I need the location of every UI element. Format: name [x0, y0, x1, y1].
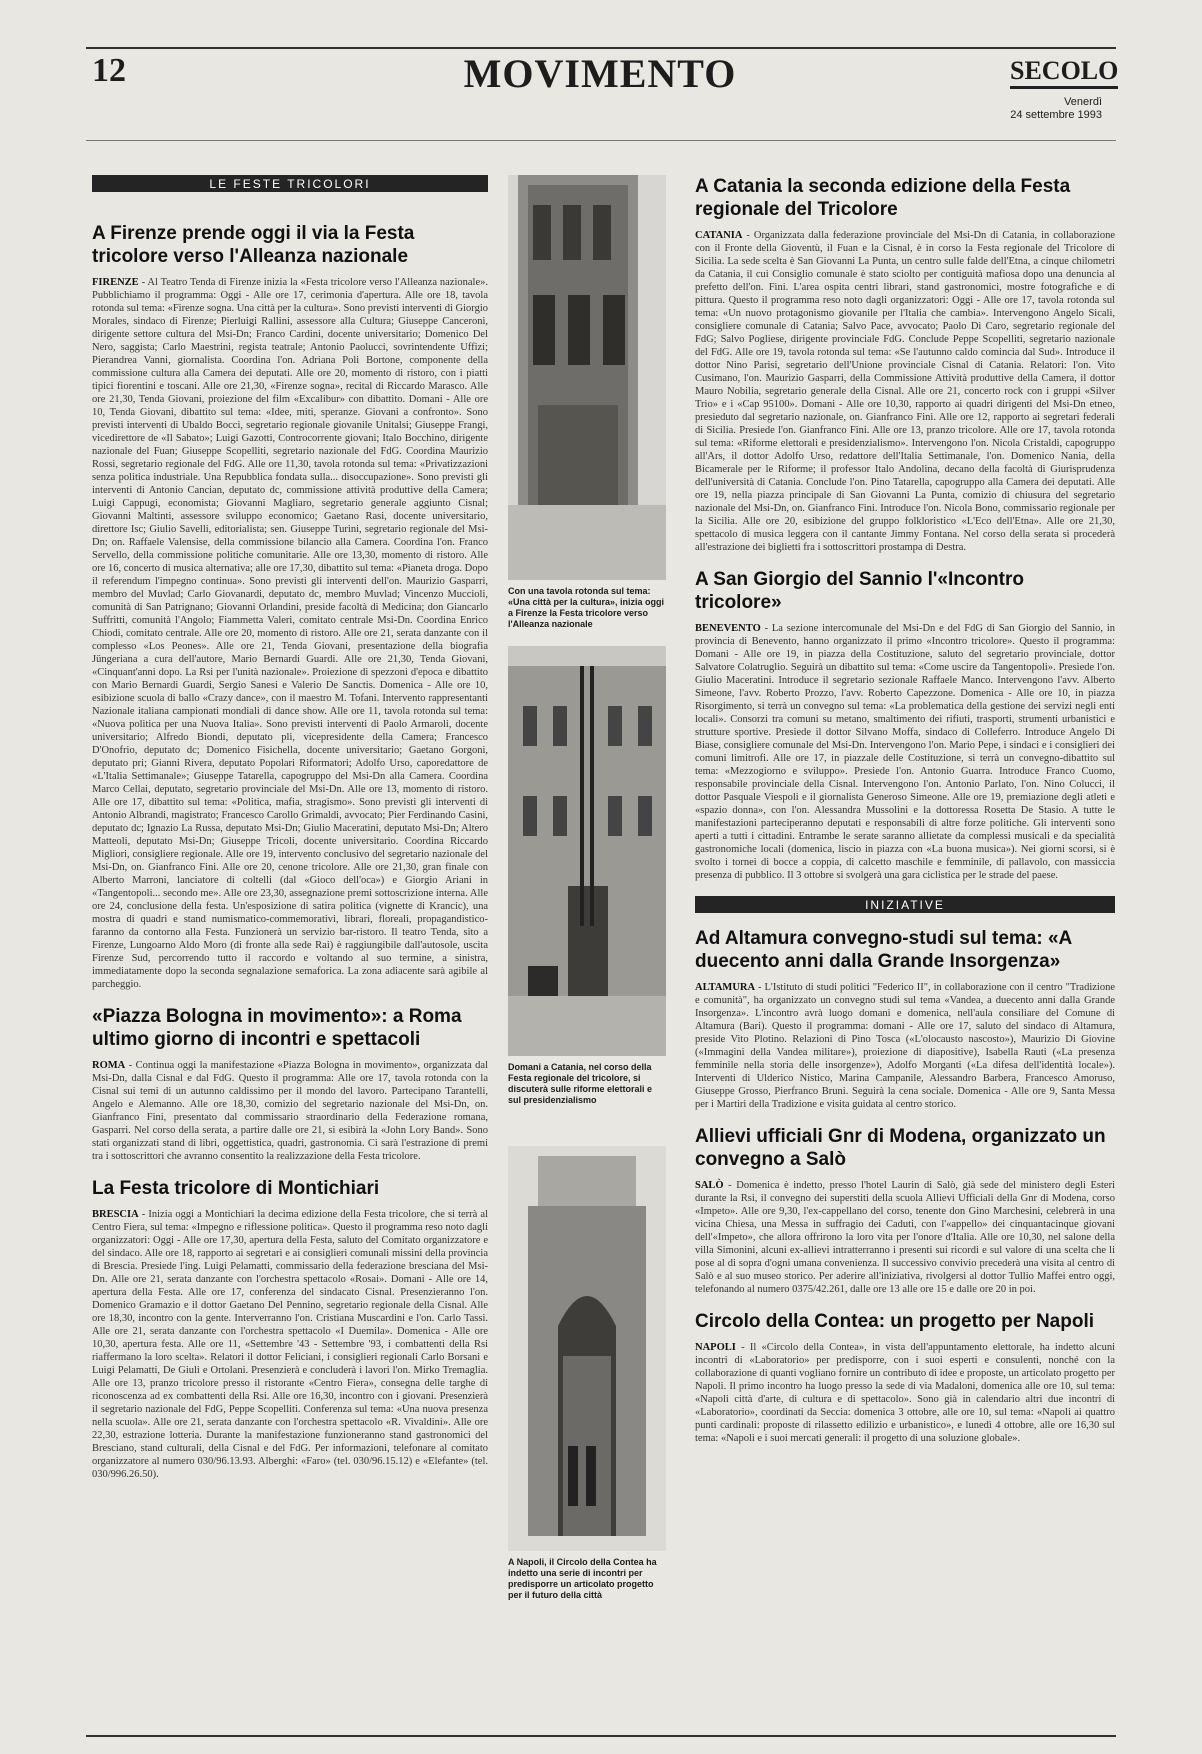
headline-firenze: A Firenze prende oggi il via la Festa tricolore verso l'Alleanza nazionale [92, 223, 415, 267]
dateline-firenze: FIRENZE [92, 277, 139, 288]
text-catania: - Organizzata dalla federazione provinciale del Msi-Dn di Catania, in collaborazione con il Fronte della Gioventù, il Fuan e la Cisnal, è in corso la Festa regionale del Tricolore di Sicilia. La sede scelta è San Giovanni La Punta, un centro sulle falde dell'Etna, a cinque chilometri da Catania, il cui Consiglio comunale è stato sciolto per contiguità mafiosa dopo una denuncia al prefetto dell'on. Fini. L'area ospita centri librari, stand gastronomici, mostre fotografiche e di pittura. Questo il programma reso noto dagli organizzatori: Oggi - Alle ore 17, tavola rotonda sul tema: «Un nuovo protagonismo giovanile per l'Italia che cambia». Intervengono Angelo Sicali, consigliere comunale di Catania; Salvo Pace, avvocato; Paolo Di Caro, segretario regionale del FdG; Salvo Pogliese, dirigente provinciale FdG. Conclude Peppe Scopelliti, segretario nazionale del FdG. Alle ore 19, tavola rotonda sul tema: «Se l'autunno caldo comincia dal Sud». Introduce il dottor Nino Parisi, segretario dell'Unione provinciale Cisnal di Catania. Relatori: l'on. Vito Cusimano, l'on. Maurizio Gasparri, della Commissione Attività produttive della Camera, il dottor Mauro Nobilia, segretario generale della Cisnal. Alle ore 21, concerto rock con i gruppi «Silver Trio» e i «Cap 95100». Domani - Alle ore 10,30, rapporto ai quadri dirigenti del Msi-Dn etneo, presieduto dal segretario nazionale, on. Gianfranco Fini. Alle ore 12, rapporto ai segretari federali di Sicilia. Presiede l'on. Gianfranco Fini. Alle ore 13, pranzo tricolore. Alle ore 17, tavola rotonda sul tema: «Riforme elettorali e presidenzialismo». Intervengono l'on. Nicola Cristaldi, capogruppo all'Ars, il dottor Adolfo Urso, redattore dell'Italia Settimanale, l'on. Domenico Nania, della Bicamerale per le Riforme; il professor Italo Andolina, decano della facoltà di Giurisprudenza dell'università di Catania. Conclude l'on. Pino Tatarella, capogruppo alla Camera dei deputati. Alle ore 19, nella piazza principale di San Giovanni La Punta, comizio di chiusura del segretario nazionale del Msi-Dn, on. Gianfranco Fini. Introduce l'on. Nicola Bono, commissario regionale per la Sicilia. Alle ore 20, esibizione del gruppo folkloristico «L'Eco dell'Etna». Alle ore 21,30, spettacolo di musica leggera con il cantante Jimmy Fontana. Nel corso della serata si procederà all'estrazione dei biglietti fra i sottoscrittori prostampa di Destra. [695, 230, 1115, 553]
dateline-catania: CATANIA [695, 230, 743, 241]
article-body-montichiari [92, 1208, 488, 1481]
top-rule [86, 47, 1116, 49]
bottom-rule [86, 1735, 1116, 1737]
issue-full-date: 24 settembre 1993 [1010, 109, 1102, 121]
text-altamura: - L'Istituto di studi politici "Federico II", in collaborazione con il centro "Tradizione e comunità", ha organizzato un convegno studi sul tema «Vandea, a duecento anni dalla Grande Insorgenza». L'incontro avrà luogo domani e domenica, nell'aula consiliare del Comune di Altamura (Bari). Questo il programma: domani - Alle ore 17, saluto del sindaco di Altamura, preside Vito Plotino. Relazioni di Pino Tosca («L'olocausto nascosto»), Maurizio Di Giovine («Immagini della Vandea militare»), proiezione di diapositive), Isabella Rauti («La presenza femminile nella storia delle insorgenze»), Adolfo Morganti («La difesa dell'identità locale»). Interventi di Ulderico Nistico, Marina Campanile, Alessandro Barbera, Francesco Amoruso, Giuseppe Grosso, Pierfranco Bruni. Seguirà la cena sociale. Domenica - Alle ore 9, Santa Messa per i Martiri della Tradizione e visita guidata al centro storico. [695, 982, 1115, 1110]
headline-roma: «Piazza Bologna in movimento»: a Roma ultimo giorno di incontri e spettacoli [92, 1006, 462, 1050]
section-band-feste: LE FESTE TRICOLORI [92, 175, 488, 192]
article-roma [92, 1005, 488, 1163]
article-body-firenze [92, 276, 488, 991]
text-salo: - Domenica è indetto, presso l'hotel Laurin di Salò, già sede del ministero degli Esteri durante la Rsi, il convegno dei superstiti della scuola Allievi Ufficiali della Gnr di Modena, corso «Impeto». Alle ore 9,30, l'ex-cappellano del corso, tenente don Gino Marchesini, celebrerà in una vicina Chiesa, una Messa in suffragio dei Caduti, con l'«appello» dei cinquantacinque giovani dell'«Impeto», che allora offrirono la loro vita per l'onore d'Italia. Alle ore 10,30, nel salone della villa Simonini, alcuni ex-allievi intratterranno i presenti sui ricordi e sul valore di una scelta che li pose al di sopra d'ogni umana convenienza. Il successivo convivio precederà una visita al centro di Salò e al suo museo storico. Per aderire all'iniziativa, rivolgersi al dottor Tullio Maffei entro oggi, telefonando al numero 0375/42.261, dalle ore 13 alle ore 15 e dalle ore 20 in poi. [695, 1180, 1115, 1295]
text-montichiari: - Inizia oggi a Montichiari la decima edizione della Festa tricolore, che si terrà al Centro Fiera, sul tema: «Impegno e riflessione politica». Questo il programma reso noto dagli organizzatori: Oggi - Alle ore 17,30, apertura della Festa, saluto del Comitato organizzatore e del sindaco. Alle ore 18, rapporto ai segretari e ai consiglieri comunali missini della provincia di Brescia. Presiede l'ing. Luigi Pelamatti, commissario della federazione bresciana del Msi-Dn. Alle ore 21, serata danzante con l'orchestra spettacolo «Rosai». Domani - Alle ore 14, apertura della Festa. Alle ore 17, conferenza del sindacato Cisnal. Presenzieranno l'on. Domenico Gramazio e il dottor Gaetano Del Pennino, segretario regionale della Cisnal. Alle ore 18,30, incontro con la gente. Interverranno l'on. Cristiana Muscardini e l'on. Carlo Tassi. Alle ore 21, serata danzante con l'orchestra spettacolo «I Duemila». Domenica - Alle ore 10,30, apertura festa. Alle ore 11, «Settembre '43 - Settembre '93, i combattenti della Rsi riaffermano la loro scelta». Relatori il dottor Feliciani, i consiglieri regionali Carlo Borsani e Luigi Pelamatti, De Giuli e Ortolani. Presenzierà e concluderà i lavori l'on. Mirko Tremaglia. Alle ore 13, pranzo tricolore presso il ristorante «Centro Fiera», consegna delle targhe di riconoscenza ad ex combattenti della Rsi. Alle ore 16,30, incontro con i giovani. Presenzierà il segretario nazionale del FdG, Peppe Scopelliti. Conferenza sul tema: «Una nuova presenza nella scuola». Alle ore 21, serata danzante con l'orchestra spettacolo «R. Vivaldini». Alle ore 22,30, estrazione lotteria. Durante la manifestazione funzioneranno stand gastronomici del Bresciano, stand culturali, della Cisnal e del FdG. Per informazioni, telefonare al comitato organizzatore al numero 030/96.13.93. Alberghi: «Faro» (tel. 030/96.15.12) e «Elefante» (tel. 030/996.26.50). [92, 1209, 488, 1480]
dateline-altamura: ALTAMURA [695, 982, 756, 993]
left-column [92, 175, 488, 1730]
article-body-salo [695, 1179, 1115, 1296]
photo-catania-palace [508, 646, 666, 1056]
headline-catania: A Catania la seconda edizione della Festa regionale del Tricolore [695, 176, 1071, 220]
header-rule [86, 140, 1116, 141]
dateline-napoli: NAPOLI [695, 1342, 736, 1353]
article-body-roma [92, 1059, 488, 1163]
article-body-catania [695, 229, 1115, 554]
article-salo [695, 1125, 1115, 1296]
dateline-san-giorgio: BENEVENTO [695, 623, 761, 634]
section-title: MOVIMENTO [463, 51, 737, 96]
article-firenze [92, 222, 488, 991]
headline-san-giorgio: A San Giorgio del Sannio l'«Incontro tricolore» [695, 569, 1024, 613]
photo-column [508, 175, 666, 1730]
section-band-iniziative: INIZIATIVE [695, 896, 1115, 913]
article-napoli [695, 1310, 1115, 1445]
right-column [695, 175, 1115, 1730]
article-altamura [695, 927, 1115, 1111]
photo-florence-building [508, 175, 666, 580]
article-body-altamura [695, 981, 1115, 1111]
headline-montichiari: La Festa tricolore di Montichiari [92, 1178, 380, 1199]
text-san-giorgio: - La sezione intercomunale del Msi-Dn e del FdG di San Giorgio del Sannio, in provincia di Benevento, hanno organizzato il primo «Incontro tricolore». Questo il programma: Domani - Alle ore 19, in piazza della Costituzione, saluto del segretario provinciale, dottor Salvatore Colatruglio. Seguirà un dibattito sul tema: «Come uscire da Tangentopoli». Presiede l'on. Giulio Maceratini. Introduce il segretario sezionale Raffaele Manco. Intervengono l'avv. Alberto Simeone, l'avv. Roberto Prozzo, l'avv. Roberto Capezzone. Domenica - Alle ore 10, in piazza Risorgimento, si terrà un convegno sul tema: «La problematica della gestione dei servizi negli enti locali». Consorzi tra comuni su metano, smaltimento dei rifiuti, trasporti, strumenti urbanistici e strutture sportive. Presiede il dottor Silvano Moffa, sindaco di Colleferro. Introduce Angelo Di Biase, consigliere comunale del Msi-Dn. Intervengono l'on. Mario Pepe, i sindaci e i consiglieri dei comuni limitrofi. Alle ore 17, in piazzale delle Costituzione, si terrà un convegno-dibattito sul tema: «Mezzogiorno e sviluppo». Presiede l'on. Antonio Guarra. Introduce Franco Cuomo, responsabile provinciale della Cisnal. Intervengono l'on. Antonio Parlato, l'on. Nino Colucci, il dottor Pasquale Viespoli e il giornalista Generoso Simeone. Alle ore 19, premiazione degli atleti e «spazio donna», con l'on. Alessandra Mussolini e la dottoressa Rosetta De Stasio. A tutte le manifestazioni parteciperanno deputati e responsabili di altre forze politiche. Gli interventi sono aperti a tutti i cittadini. Entrambe le serate saranno allietate da complessi musicali e da specialità gastronomiche locali (domenica, liscio in piazza con «La buona musica»). Nei giorni scorsi, si è svolto i tornei di bocce a coppia, di calcetto maschile e femminile, di pallavolo, con massiccia presenza di pubblico. Il 3 ottobre si svolgerà una gara ciclistica per le strade del paese. [695, 623, 1115, 881]
issue-date [1010, 96, 1102, 122]
page-number: 12 [92, 52, 126, 89]
article-montichiari [92, 1177, 488, 1481]
text-napoli: - Il «Circolo della Contea», in vista dell'appuntamento elettorale, ha indetto alcuni incontri di «Laboratorio» per predisporre, con i suoi esperti e consulenti, nonché con la collaborazione di quanti vogliano fornire un contributo di idee e proposte, un articolato progetto per Napoli. Il primo incontro ha luogo presso la sede di via Madaloni, domenica alle ore 10, sul tema: «Napoli città d'arte, di cultura e di spettacolo». Sono già in calendario altri due incontri di «Laboratorio», coordinati da Seccia: domenica 3 ottobre, alle ore 10, sul tema: «Napoli ai quattro punti cardinali: proposte di rilassetto edilizio e urbanistico», e lunedì 4 ottobre, alle ore 16,30 sul tema: «Napoli e i suoi mercati generali: il progetto di una soluzione globale». [695, 1342, 1115, 1444]
headline-altamura: Ad Altamura convegno-studi sul tema: «A duecento anni dalla Grande Insorgenza» [695, 928, 1072, 972]
article-body-napoli [695, 1341, 1115, 1445]
headline-napoli: Circolo della Contea: un progetto per Napoli [695, 1311, 1095, 1332]
issue-weekday: Venerdì [1064, 96, 1102, 108]
photo-napoli-gate [508, 1146, 666, 1551]
caption-catania: Domani a Catania, nel corso della Festa regionale del tricolore, si discuterà sulle riforme elettorali e sul presidenzialismo [508, 1062, 653, 1105]
text-firenze: - Al Teatro Tenda di Firenze inizia la «Festa tricolore verso l'Alleanza nazionale». Pubblichiamo il programma: Oggi - Alle ore 17, cerimonia d'apertura. Alle ore 18, tavola rotonda sul tema: «Firenze sogna. Una città per la cultura». Sono previsti interventi di Giorgio Morales, sindaco di Firenze; Pierluigi Rallini, assessore alla Cultura; Giuseppe Canceroni, dirigente settore cultura del Msi-Dn; Franco Cardini, docente universitario; Domenico Del Nero, saggista; Carlo Maestrini, regista teatrale; Antonio Paolucci, sovrintendente Uffizi; Pierandrea Vanni, giornalista. Coordina l'on. Adriana Poli Bortone, componente della commissione cultura alla Camera dei deputati. Alle ore 20, momento di ristoro, con i piatti tipici fiorentini e toscani. Alle ore 21,30, «Firenze sogna», recital di Riccardo Marasco. Alle ore 21,30, Tenda Giovani, proiezione del film «Excalibur» con dibattito. Domani - Alle ore 10, Tenda Giovani, dibattito sul tema: «Idee, miti, speranze. Giovani a confronto». Sono previsti interventi di Ubaldo Bocci, segretario regionale giovanile Unitalsi; Giuseppe Frangi, vicedirettore de «Il Sabato»; Luigi Gazotti, Controcorrente giovani; Italo Bocchino, dirigente nazionale del Fuan; Giuseppe Scopelliti, segretario nazionale del FdG. Coordina Maurizio Rossi, segretario regionale del FdG. Alle ore 11,30, tavola rotonda sul tema: «Privatizzazioni senza politica industriale. Una Repubblica fondata sulla... disoccupazione». Sono previsti gli interventi di Antonio Cancian, deputato dc, commissione attività produttive della Camera; Luigi Cappugi, economista; Giovanni Magliaro, segretario generale aggiunto Cisnal; Giovanni Maltinti, assessore sviluppo economico; Gaetano Rasi, docente universitario, direttore Isc; Giulio Savelli, editorialista; sen. Giuseppe Turini, segretario regionale del Msi-Dn; on. Raffaele Valensise, della commissione bilancio alla Camera. Coordina l'on. Franco Servello, della commissione politiche comunitarie. Alle ore 13,30, momento di ristoro. Alle ore 16, concerto di musica alternativa; alle ore 17,30, dibattito sul tema: «Pianeta droga. Dopo il referendum l'impegno continua». Sono previsti gli interventi dell'on. Maurizio Gasparri, membro del Muvlad; Carlo Giovanardi, deputato dc, membro Muvlad; Vincenzo Muccioli, comunità di San Patrignano; Giovanni Orlandini, preside facoltà di Medicina; don Giancarlo Suffritti, comunità l'Angolo; Fiammetta Valeri, comitato centrale Msi-Dn. Coordina Enrico Chiodi, comitato centrale. Alle ore 20, momento di ristoro. Alle ore 21, serata danzante con il complesso «Los Peones». Alle ore 21, Tenda Giovani, presentazione della biografia Jüngeriana a cura dell'autore, Mario Bernardi Guardi. Alle ore 21,30, Tenda Giovani, «Cinquant'anni dopo. La Rsi per l'unità nazionale». Proiezione di spezzoni d'epoca e dibattito con Mario Bernardi Guardi, Sergio Sanesi e Valerio De Sanctis. Domenica - Alle ore 10, esibizione scuola di ballo «Crazy dance», con il maestro M. Tofani. Intervento rappresentanti Nazionale italiana campionati mondiali di dance show. Alle ore 11, tavola rotonda sul tema: «Nuova politica per una Nuova Italia». Sono previsti interventi di Paolo Armaroli, docente universitario; Alfredo Biondi, deputato pli, vicepresidente della Camera; Francesco D'Onofrio, deputato dc; Domenico Fisichella, docente universitario; Gaetano Gorgoni, deputato pri; Gianni Rivera, deputato Popolari Riformatori; Adolfo Urso, caporedattore de «L'Italia Settimanale»; Giuseppe Tatarella, capogruppo del Msi-Dn alla Camera. Coordina Marco Cellai, deputato, segretario provinciale del Msi-Dn. Alle ore 13, momento di ristoro. Alle ore 17, dibattito sul tema: «Politica, mafia, stragismo». Sono previsti gli interventi di Antonio Albrandi, magistrato; Francesco Carollo Grimaldi, avvocato; Pier Ferdinando Casini, deputato dc; Ignazio La Russa, deputato Msi-Dn; Giulio Maceratini, deputato Msi-Dn; Altero Matteoli, deputato Msi-Dn; Giuseppe Tricoli, docente universitario. Coordina Riccardo Migliori, consigliere regionale. Alle ore 19, intervento conclusivo del segretario nazionale del Msi-Dn, on. Gianfranco Fini. Alle ore 20, cenone tricolore. Alle ore 21,30, gran finale con Alberto Marroni, lanciatore di coltelli (dal «Gioco dell'oca») e Giorgio Ariani in «Tangentopoli... secondo me». Alle ore 23,30, assegnazione premi sottoscrizione interna. Alle ore 24, conclusione della festa. Un'esposizione di satira politica (vignette di Krancic), una mostra di quadri e stand numismatico-commemorativi, librari, floreali, propagandistico-faranno da contorno alla Festa. Funzionerà un servizio bar-ristoro. Il teatro Tenda, sito a Firenze, Lungoarno Aldo Moro (di fronte alla sede Rai) è raggiungibile dall'autosole, uscita Firenze Sud, percorrendo tutto il raccordo e voltando al suo termine, a sinistra, immediatamente dopo la seconda segnalazione semaforica. La zona adiacente sarà agibile al parcheggio. [92, 277, 488, 990]
caption-firenze: Con una tavola rotonda sul tema: «Una città per la cultura», inizia oggi a Firenze la Festa tricolore verso l'Alleanza nazionale [508, 586, 665, 629]
newspaper-logo: SECOLO [1010, 58, 1118, 89]
headline-salo: Allievi ufficiali Gnr di Modena, organizzato un convegno a Salò [695, 1126, 1106, 1170]
caption-napoli: A Napoli, il Circolo della Contea ha indetto una serie di incontri per predisporre un articolato progetto per il futuro della città [508, 1557, 657, 1600]
dateline-salo: SALÒ [695, 1180, 724, 1191]
dateline-roma: ROMA [92, 1060, 126, 1071]
article-san-giorgio [695, 568, 1115, 882]
article-catania [695, 175, 1115, 554]
dateline-montichiari: BRESCIA [92, 1209, 139, 1220]
text-roma: - Continua oggi la manifestazione «Piazza Bologna in movimento», organizzata dal Msi-Dn, dalla Cisnal e dal FdG. Questo il programma: Alle ore 17, tavola rotonda con la Cisnal sui temi di un autunno caldissimo per il mondo del lavoro. Partecipano Tarantelli, Angelo e Alemanno. Alle ore 18,30, comizio del segretario nazionale del Msi-Dn, on. Gianfranco Fini, presentato dal commissario straordinario della Federazione romana, Gasparri. Nel corso della serata, a partire dalle ore 21, si esibirà la «John Lory Band». Sono stati organizzati stand di libri, oggettistica, quadri, gastronomia. Ci sarà l'estrazione di premi tra i sottoscrittori che avranno consentito la realizzazione della Festa tricolore. [92, 1060, 488, 1162]
article-body-san-giorgio [695, 622, 1115, 882]
